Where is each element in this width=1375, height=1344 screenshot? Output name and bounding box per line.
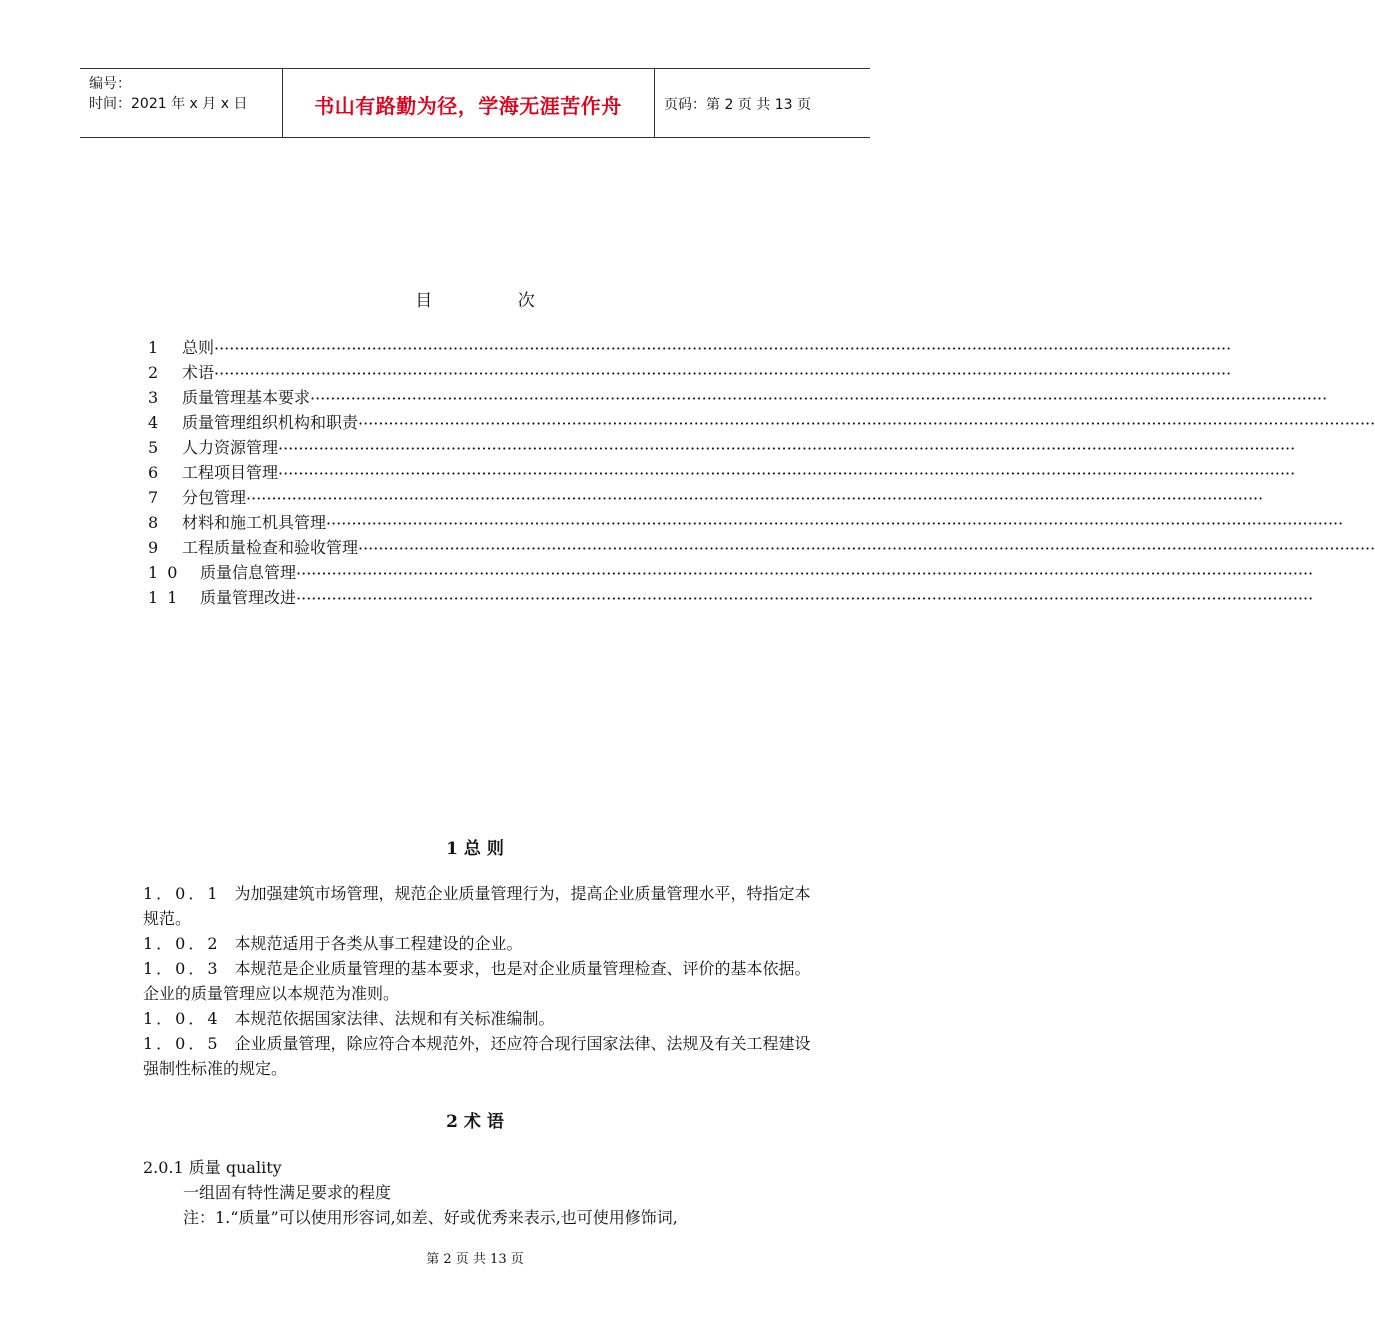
- toc-item-number: 9: [148, 538, 159, 557]
- toc-leader-dots: ········································································································································································································: [278, 464, 1296, 483]
- toc-item-label: 质量管理组织机构和职责: [182, 413, 359, 432]
- clause-1-0-5: [143, 1031, 811, 1081]
- term-line: 2.0.1 质量 quality: [143, 1158, 282, 1177]
- toc-item-label: 质量信息管理: [200, 563, 297, 582]
- section-1-title: 1 总 则: [446, 839, 504, 859]
- toc-item-label: 材料和施工机具管理: [182, 513, 327, 532]
- toc-item: [148, 460, 1296, 483]
- clause-text: 本规范依据国家法律、法规和有关标准编制。: [234, 1009, 555, 1028]
- toc-item: [148, 535, 1375, 558]
- toc-item: [148, 385, 1328, 408]
- toc-leader-dots: ········································································································································································································: [296, 589, 1314, 608]
- toc-item-number: 3: [148, 388, 159, 407]
- toc-item-number: 6: [148, 463, 159, 482]
- page-header: [80, 68, 870, 138]
- toc-leader-dots: ········································································································································································································: [358, 414, 1375, 433]
- clause-text: 为加强建筑市场管理，规范企业质量管理行为，提高企业质量管理水平，特指定本规范。: [143, 884, 811, 928]
- toc-item-number: 8: [148, 513, 159, 532]
- toc-item: [148, 360, 1232, 383]
- toc-leader-dots: ········································································································································································································: [326, 514, 1344, 533]
- term-definition: 一组固有特性满足要求的程度: [183, 1183, 392, 1202]
- toc-item-number: 7: [148, 488, 159, 507]
- code-label: 编号：: [89, 76, 131, 92]
- toc-item-label: 总则: [182, 338, 215, 357]
- toc-item-label: 人力资源管理: [182, 438, 279, 457]
- clause-number: 1．0．5: [143, 1034, 221, 1053]
- toc-item-label: 工程质量检查和验收管理: [182, 538, 359, 557]
- clause-number: 1．0．4: [143, 1009, 221, 1028]
- toc-item-label: 分包管理: [182, 488, 247, 507]
- toc-item: [148, 585, 1314, 608]
- toc-item-label: 质量管理基本要求: [182, 388, 311, 407]
- section-2-title: 2 术 语: [446, 1112, 504, 1132]
- term-note: 注：1.“质量”可以使用形容词,如差、好或优秀来表示,也可使用修饰词,: [183, 1208, 678, 1227]
- clause-number: 1．0．2: [143, 934, 221, 953]
- toc-leader-dots: ········································································································································································································: [214, 364, 1232, 383]
- clause-1-0-3: [143, 956, 811, 1006]
- toc-item-number: 1: [148, 338, 159, 357]
- toc-item-number: 4: [148, 413, 159, 432]
- clause-text: 本规范是企业质量管理的基本要求，也是对企业质量管理检查、评价的基本依据。企业的质量管理应以本规范为准则。: [143, 959, 811, 1003]
- toc-leader-dots: ········································································································································································································: [214, 339, 1232, 358]
- clause-number: 1．0．3: [143, 959, 221, 978]
- toc-item: [148, 410, 1375, 433]
- toc-title: 目 次: [415, 291, 535, 311]
- page-footer: 第 2 页 共 13 页: [426, 1252, 524, 1267]
- toc-item: [148, 510, 1344, 533]
- toc-leader-dots: ········································································································································································································: [246, 489, 1264, 508]
- toc-leader-dots: ········································································································································································································: [296, 564, 1314, 583]
- time-label: 时间：2021 年 x 月 x 日: [89, 96, 248, 112]
- toc-item-number: 1 0: [148, 563, 180, 582]
- toc-leader-dots: ········································································································································································································: [310, 389, 1328, 408]
- header-meta-cell: [80, 69, 283, 137]
- toc-leader-dots: ········································································································································································································: [278, 439, 1296, 458]
- toc-leader-dots: ········································································································································································································: [358, 539, 1375, 558]
- toc-item-label: 术语: [182, 363, 215, 382]
- header-motto: 书山有路勤为径，学海无涯苦作舟: [314, 94, 622, 118]
- toc-item-label: 质量管理改进: [200, 588, 297, 607]
- clause-1-0-1: [143, 881, 811, 931]
- toc-item-number: 1 1: [148, 588, 180, 607]
- toc-item-number: 5: [148, 438, 159, 457]
- header-page-info: 页码：第 2 页 共 13 页: [664, 97, 811, 113]
- clause-1-0-4: [143, 1006, 811, 1031]
- header-page-cell: [655, 69, 870, 137]
- clause-1-0-2: [143, 931, 811, 956]
- clause-text: 本规范适用于各类从事工程建设的企业。: [234, 934, 523, 953]
- toc-item: [148, 435, 1296, 458]
- toc-item-number: 2: [148, 363, 159, 382]
- toc-item-label: 工程项目管理: [182, 463, 279, 482]
- clause-text: 企业质量管理，除应符合本规范外，还应符合现行国家法律、法规及有关工程建设强制性标准的规定。: [143, 1034, 811, 1078]
- clause-number: 1．0．1: [143, 884, 221, 903]
- toc-item: [148, 560, 1314, 583]
- header-motto-cell: [282, 69, 655, 137]
- toc-item: [148, 485, 1264, 508]
- toc-item: [148, 335, 1232, 358]
